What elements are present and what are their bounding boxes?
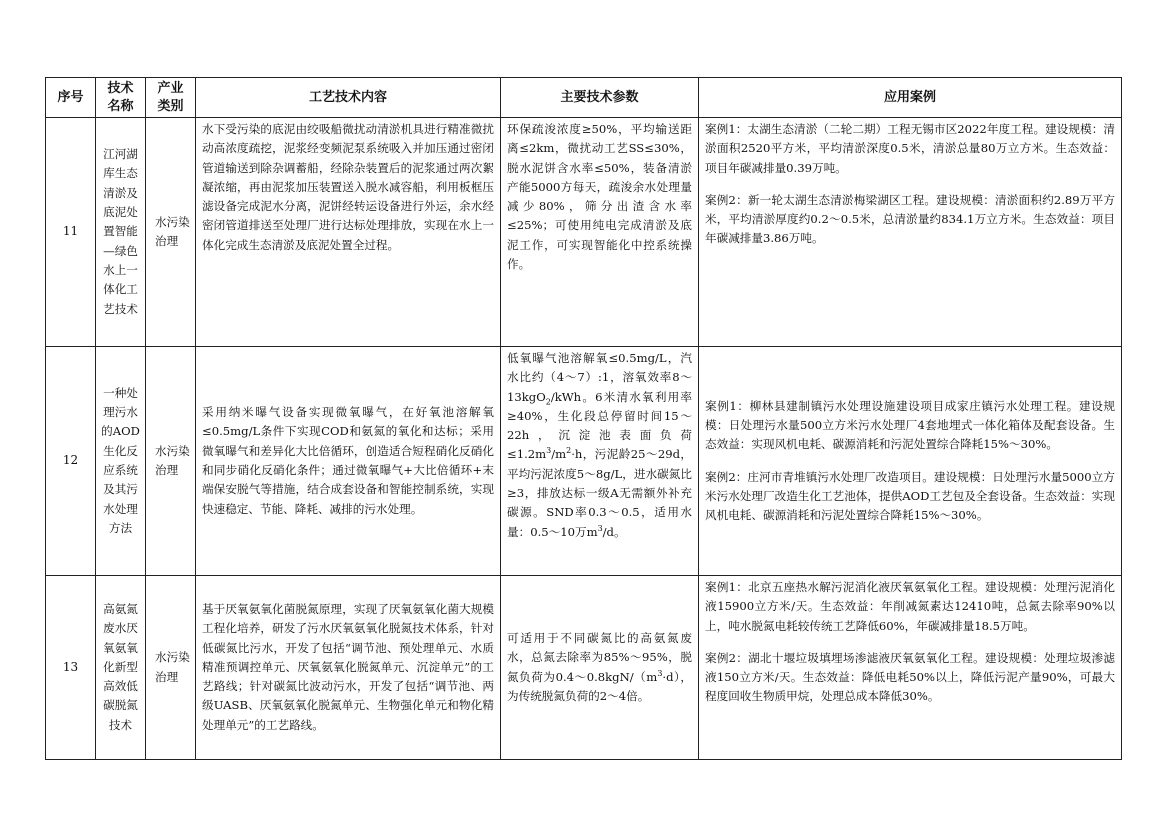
params-sup: 3 (597, 523, 603, 533)
table-header-row (46, 78, 1122, 118)
params-part-e: /d。 (602, 524, 626, 539)
header-name: 技术 名称 (96, 78, 146, 118)
row-params (501, 347, 699, 576)
row-no: 13 (46, 576, 96, 760)
params-sub: 2 (545, 396, 551, 406)
params-part-a: 可适用于不同碳氮比的高氨氮废水，总氮去除率为85%～95%，脱氮负荷为0.4～0.8kgN/（m (507, 630, 692, 684)
row-process: 基于厌氧氨氧化菌脱氮原理，实现了厌氧氨氧化菌大规模工程化培养，研发了污水厌氧氨氧化脱氮技术体系，针对低碳氮比污水，开发了包括“调节池、预处理单元、水质精准预调控单元、厌氧氨氧化脱氮单元、沉淀单元”的工艺路线；针对碳氮比波动污水，开发了包括“调节池、两级UASB、厌氧氨氧化脱氮单元、生物强化单元和物化精处理单元”的工艺路线。 (196, 576, 501, 760)
case-1: 案例1：太湖生态清淤（二轮二期）工程无锡市区2022年度工程。建设规模：清淤面积2520平方米，平均清淤深度0.5米，清淤总量80万立方米。生态效益：项目年碳减排量0.39万吨。 (705, 122, 1115, 175)
header-category: 产业 类别 (146, 78, 196, 118)
row-category: 水污染治理 (146, 118, 196, 347)
row-cases (699, 576, 1122, 760)
header-process: 工艺技术内容 (196, 78, 501, 118)
params-part-a: 低氧曝气池溶解氧≤0.5mg/L，汽水比约（4～7）:1，溶氧效率8～13kgO (507, 351, 692, 404)
header-cases: 应用案例 (699, 78, 1122, 118)
tech-table (45, 77, 1122, 760)
params-part-d: ·h，污泥龄25～29d，平均污泥浓度5～8g/L，进水碳氮比≥3，排放达标一级A无需额外补充碳源。SND率0.3～0.5，适用水量：0.5～10万m (507, 447, 692, 539)
table-row (46, 347, 1122, 576)
row-no: 12 (46, 347, 96, 576)
table-row (46, 576, 1122, 760)
row-cases (699, 347, 1122, 576)
row-category: 水污染治理 (146, 347, 196, 576)
table-row (46, 118, 1122, 347)
params-sup: 2 (566, 446, 572, 456)
case-2: 案例2：新一轮太湖生态清淤梅梁湖区工程。建设规模：清淤面积约2.89万平方米，平均清淤厚度约0.2～0.5米，总清淤量约834.1万立方米。生态效益：项目年碳减排量3.86万吨。 (705, 192, 1115, 246)
params-part-b: ·d），为传统脱氮负荷的2～4倍。 (507, 669, 692, 703)
header-no: 序号 (46, 78, 96, 118)
case-1: 案例1：北京五座热水解污泥消化液厌氧氨氧化工程。建设规模：处理污泥消化液15900立方米/天。生态效益：年削减氮素达12410吨，总氮去除率90%以上，吨水脱氮电耗较传统工艺降低60%，年碳减排量18.5万吨。 (705, 580, 1115, 633)
case-1: 案例1：柳林县建制镇污水处理设施建设项目成家庄镇污水处理工程。建设规模：日处理污水量500立方米污水处理厂4套地埋式一体化箱体及配套设备。生态效益：实现风机电耗、碳源消耗和污泥处置综合降耗15%～30%。 (705, 398, 1115, 452)
header-params: 主要技术参数 (501, 78, 699, 118)
row-tech-name: 江河湖库生态清淤及底泥处置智能—绿色水上一体化工艺技术 (96, 118, 146, 347)
row-cases (699, 118, 1122, 347)
case-2: 案例2：庄河市青堆镇污水处理厂改造项目。建设规模：日处理污水量5000立方米污水处理厂改造生化工艺池体，提供AOD工艺包及全套设备。生态效益：实现风机电耗、碳源消耗和污泥处置综合降耗15%～30%。 (705, 469, 1115, 523)
row-process: 水下受污染的底泥由绞吸船微扰动清淤机具进行精准微扰动高浓度疏挖，泥浆经变频泥泵系统吸入并加压通过密闭管道输送到除杂调蓄船，经除杂装置后的泥浆通过两次絮凝浓缩，再由泥浆加压装置送入脱水减容船，利用板框压滤设备完成泥水分离，泥饼经转运设备进行外运，余水经密闭管道排送至处理厂进行达标处理排放，实现在水上一体化完成生态清淤及底泥处置全过程。 (196, 118, 501, 347)
row-tech-name: 一种处理污水的AOD生化反应系统及其污水处理方法 (96, 347, 146, 576)
params-part-c: /m (551, 447, 567, 462)
params-part-b: /kWh。6米清水氧利用率≥40%，生化段总停留时间15～22h，沉淀池表面负荷≤1.2m (507, 389, 692, 462)
params-sup: 3 (546, 446, 552, 456)
row-process: 采用纳米曝气设备实现微氧曝气，在好氧池溶解氧≤0.5mg/L条件下实现COD和氨氮的氧化和达标；采用微氧曝气和差异化大比倍循环，创造适合短程硝化反硝化和同步硝化反硝化条件；通过微氧曝气+大比倍循环+末端保安脱气等措施，结合成套设备和智能控制系统，实现快速稳定、节能、降耗、减排的污水处理。 (196, 347, 501, 576)
row-no: 11 (46, 118, 96, 347)
row-category: 水污染治理 (146, 576, 196, 760)
row-params (501, 576, 699, 760)
params-sup: 3 (657, 668, 663, 678)
row-params: 环保疏浚浓度≥50%，平均输送距离≤2km，微扰动工艺SS≤30%，脱水泥饼含水率≤50%，装备清淤产能5000方每天，疏浚余水处理量减少80%，筛分出渣含水率≤25%；可使用纯电完成清淤及底泥工作，可实现智能化中控系统操作。 (501, 118, 699, 347)
row-tech-name: 高氨氮废水厌氧氨氧化新型高效低碳脱氮技术 (96, 576, 146, 760)
case-2: 案例2：湖北十堰垃圾填埋场渗滤液厌氧氨氧化工程。建设规模：处理垃圾渗滤液150立方米/天。生态效益：降低电耗50%以上，降低污泥产量90%，可最大程度回收生物质甲烷，处理总成本降低30%。 (705, 650, 1115, 704)
